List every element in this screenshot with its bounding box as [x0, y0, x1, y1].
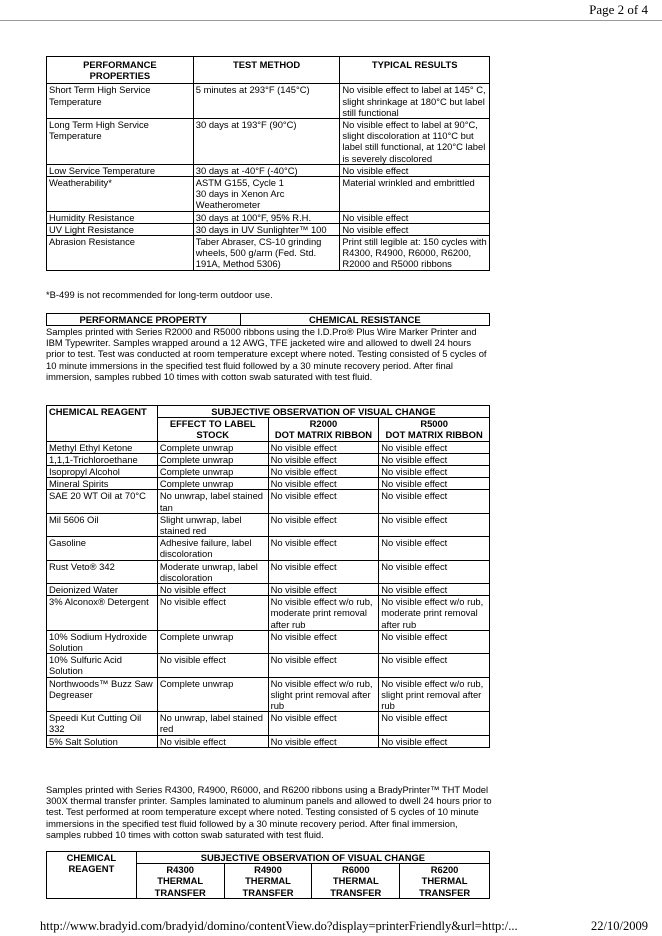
chem-row — [47, 677, 490, 712]
r2000-cell: No visible effect — [268, 453, 379, 465]
performance-row — [47, 177, 490, 212]
performance-row — [47, 223, 490, 235]
chem-row — [47, 441, 490, 453]
label-effect-cell: Adhesive failure, label discoloration — [157, 537, 268, 560]
r5000-cell: No visible effect — [379, 478, 490, 490]
thermal-header-row — [47, 852, 490, 864]
chem-row — [47, 712, 490, 735]
chem-row — [47, 630, 490, 653]
typical-result-cell: No visible effect — [340, 223, 490, 235]
reagent-cell: 10% Sulfuric Acid Solution — [47, 654, 158, 677]
label-effect-cell: No unwrap, label stained tan — [157, 490, 268, 513]
label-effect-cell: Slight unwrap, label stained red — [157, 513, 268, 536]
performance-row — [47, 211, 490, 223]
r5000-cell: No visible effect — [379, 490, 490, 513]
reagent-cell: Mil 5606 Oil — [47, 513, 158, 536]
chem-row — [47, 466, 490, 478]
chemical-resistance-header-row — [47, 314, 490, 326]
r2000-cell: No visible effect — [268, 478, 379, 490]
r5000-cell: No visible effect — [379, 560, 490, 583]
property-cell: Abrasion Resistance — [47, 236, 194, 271]
typical-result-cell: Print still legible at: 150 cycles with R4300, R4900, R6000, R6200, R2000 and R5000 ribbons — [340, 236, 490, 271]
r5000-cell: No visible effect — [379, 537, 490, 560]
typical-result-cell: No visible effect to label at 90°C, slight discoloration at 110°C but label still functional, at 120°C label is severely discolored — [340, 119, 490, 165]
weatherability-note: *B-499 is not recommended for long-term outdoor use. — [46, 289, 273, 300]
chem-row — [47, 453, 490, 465]
r2000-cell: No visible effect — [268, 490, 379, 513]
performance-row — [47, 119, 490, 165]
label-effect-cell: Complete unwrap — [157, 677, 268, 712]
reagent-cell: Rust Veto® 342 — [47, 560, 158, 583]
reagent-cell: 10% Sodium Hydroxide Solution — [47, 630, 158, 653]
r2000-cell: No visible effect — [268, 513, 379, 536]
reagent-cell: SAE 20 WT Oil at 70°C — [47, 490, 158, 513]
header-performance-properties: PERFORMANCE PROPERTIES — [47, 57, 194, 84]
label-effect-cell: Complete unwrap — [157, 453, 268, 465]
chem-reagent-header: CHEMICAL REAGENT — [47, 406, 158, 442]
effect-to-label-stock-header: EFFECT TO LABEL STOCK — [157, 418, 268, 441]
r2000-header: R2000 DOT MATRIX RIBBON — [268, 418, 379, 441]
performance-row — [47, 84, 490, 119]
thermal-transfer-description: Samples printed with Series R4300, R4900, R6000, and R6200 ribbons using a BradyPrinter™ THT Model 300X thermal transfer printer. Samples laminated to aluminum panels and allowed to dwell 24 hours prior to test. Test performed at room temperature except where noted. Testing consisted of 5 cycles of 10 minute immersions in the specified test fluid followed by a 30 minute recovery period. After final immersion, samples rubbed 10 times with cotton swab saturated with test fluid. — [46, 784, 492, 840]
r5000-cell: No visible effect — [379, 712, 490, 735]
label-effect-cell: No visible effect — [157, 584, 268, 596]
r2000-cell: No visible effect — [268, 630, 379, 653]
r5000-cell: No visible effect — [379, 735, 490, 747]
chem-row — [47, 584, 490, 596]
r2000-cell: No visible effect — [268, 654, 379, 677]
page-number: Page 2 of 4 — [589, 2, 648, 17]
thermal-reagent-header: CHEMICAL REAGENT — [47, 852, 137, 899]
label-effect-cell: No visible effect — [157, 596, 268, 631]
r5000-cell: No visible effect — [379, 466, 490, 478]
property-cell: Humidity Resistance — [47, 211, 194, 223]
property-cell: Weatherability* — [47, 177, 194, 212]
r6000-header: R6000 THERMAL TRANSFER — [312, 864, 400, 899]
property-cell: Long Term High Service Temperature — [47, 119, 194, 165]
r2000-cell: No visible effect — [268, 584, 379, 596]
header-test-method: TEST METHOD — [193, 57, 340, 84]
r2000-cell: No visible effect — [268, 735, 379, 747]
reagent-cell: Speedi Kut Cutting Oil 332 — [47, 712, 158, 735]
typical-result-cell: Material wrinkled and embrittled — [340, 177, 490, 212]
r5000-cell: No visible effect — [379, 441, 490, 453]
r5000-cell: No visible effect — [379, 584, 490, 596]
performance-row — [47, 236, 490, 271]
reagent-cell: Mineral Spirits — [47, 478, 158, 490]
reagent-cell: Isopropyl Alcohol — [47, 466, 158, 478]
property-cell: Short Term High Service Temperature — [47, 84, 194, 119]
chem-row — [47, 654, 490, 677]
chem-observation-header: SUBJECTIVE OBSERVATION OF VISUAL CHANGE — [157, 406, 489, 418]
r2000-cell: No visible effect — [268, 560, 379, 583]
reagent-cell: 3% Alconox® Detergent — [47, 596, 158, 631]
chem-row — [47, 560, 490, 583]
r5000-header: R5000 DOT MATRIX RIBBON — [379, 418, 490, 441]
reagent-cell: Deionized Water — [47, 584, 158, 596]
chemical-resistance-header — [46, 313, 490, 326]
r5000-cell: No visible effect — [379, 453, 490, 465]
label-effect-cell: Complete unwrap — [157, 630, 268, 653]
reagent-cell: Gasoline — [47, 537, 158, 560]
test-method-cell: 5 minutes at 293°F (145°C) — [193, 84, 340, 119]
label-effect-cell: Moderate unwrap, label discoloration — [157, 560, 268, 583]
performance-property-label: PERFORMANCE PROPERTY — [47, 314, 241, 326]
label-effect-cell: Complete unwrap — [157, 466, 268, 478]
chemical-resistance-description: Samples printed with Series R2000 and R5000 ribbons using the I.D.Pro® Plus Wire Marker Printer and IBM Typewriter. Samples wrapped around a 12 AWG, TFE jacketed wire and allowed to dwell 24 hours prior to test. Test was conducted at room temperature except where noted. Testing consisted of 5 cycles of 10 minute immersions in the specified test fluid followed by a 30 minute recovery period. After final immersion, samples rubbed 10 times with cotton swab saturated with test fluid. — [46, 326, 487, 382]
chem-row — [47, 596, 490, 631]
chem-row — [47, 735, 490, 747]
typical-result-cell: No visible effect — [340, 164, 490, 176]
header-typical-results: TYPICAL RESULTS — [340, 57, 490, 84]
chem-row — [47, 478, 490, 490]
r2000-cell: No visible effect w/o rub, slight print removal after rub — [268, 677, 379, 712]
reagent-cell: 5% Salt Solution — [47, 735, 158, 747]
label-effect-cell: No visible effect — [157, 654, 268, 677]
test-method-cell: 30 days in UV Sunlighter™ 100 — [193, 223, 340, 235]
chemical-resistance-label: CHEMICAL RESISTANCE — [240, 314, 489, 326]
label-effect-cell: Complete unwrap — [157, 478, 268, 490]
r2000-cell: No visible effect — [268, 441, 379, 453]
typical-result-cell: No visible effect to label at 145° C, slight shrinkage at 180°C but label still functional — [340, 84, 490, 119]
test-method-cell: Taber Abraser, CS-10 grinding wheels, 500 g/arm (Fed. Std. 191A, Method 5306) — [193, 236, 340, 271]
r2000-cell: No visible effect — [268, 537, 379, 560]
performance-table — [46, 56, 490, 271]
performance-row — [47, 164, 490, 176]
test-method-cell: 30 days at -40°F (-40°C) — [193, 164, 340, 176]
footer-url: http://www.bradyid.com/bradyid/domino/contentView.do?display=printerFriendly&url=http:/... — [40, 919, 518, 933]
test-method-cell: ASTM G155, Cycle 1 30 days in Xenon Arc Weatherometer — [193, 177, 340, 212]
chem-row — [47, 490, 490, 513]
r5000-cell: No visible effect — [379, 630, 490, 653]
chem-header-row — [47, 406, 490, 418]
chem-row — [47, 513, 490, 536]
label-effect-cell: No unwrap, label stained red — [157, 712, 268, 735]
label-effect-cell: Complete unwrap — [157, 441, 268, 453]
footer-date: 22/10/2009 — [591, 919, 648, 933]
r5000-cell: No visible effect — [379, 513, 490, 536]
r2000-cell: No visible effect w/o rub, moderate print removal after rub — [268, 596, 379, 631]
reagent-cell: Methyl Ethyl Ketone — [47, 441, 158, 453]
r4900-header: R4900 THERMAL TRANSFER — [224, 864, 312, 899]
performance-header-row — [47, 57, 490, 84]
test-method-cell: 30 days at 193°F (90°C) — [193, 119, 340, 165]
r6200-header: R6200 THERMAL TRANSFER — [400, 864, 490, 899]
chemical-reagent-table — [46, 405, 490, 748]
top-divider — [0, 20, 662, 21]
r5000-cell: No visible effect — [379, 654, 490, 677]
label-effect-cell: No visible effect — [157, 735, 268, 747]
typical-result-cell: No visible effect — [340, 211, 490, 223]
thermal-transfer-table — [46, 851, 490, 899]
reagent-cell: 1,1,1-Trichloroethane — [47, 453, 158, 465]
test-method-cell: 30 days at 100°F, 95% R.H. — [193, 211, 340, 223]
property-cell: Low Service Temperature — [47, 164, 194, 176]
r2000-cell: No visible effect — [268, 712, 379, 735]
r5000-cell: No visible effect w/o rub, slight print removal after rub — [379, 677, 490, 712]
thermal-observation-header: SUBJECTIVE OBSERVATION OF VISUAL CHANGE — [136, 852, 489, 864]
property-cell: UV Light Resistance — [47, 223, 194, 235]
reagent-cell: Northwoods™ Buzz Saw Degreaser — [47, 677, 158, 712]
chem-row — [47, 537, 490, 560]
r5000-cell: No visible effect w/o rub, moderate print removal after rub — [379, 596, 490, 631]
r4300-header: R4300 THERMAL TRANSFER — [136, 864, 224, 899]
r2000-cell: No visible effect — [268, 466, 379, 478]
